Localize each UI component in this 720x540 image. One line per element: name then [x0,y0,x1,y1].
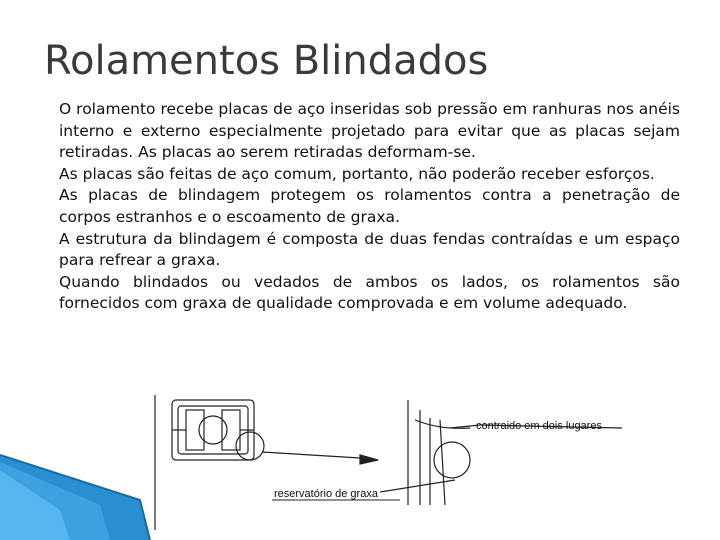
slide-title: Rolamentos Blindados [44,38,489,84]
slide-body [59,99,680,315]
bearing-cross-section [155,395,378,530]
paragraph-2: As placas são feitas de aço comum, portanto, não poderão receber esforços. [59,164,655,183]
diagram-svg [0,380,720,540]
corner-decoration [0,455,150,540]
paragraph-4: A estrutura da blindagem é composta de duas fendas contraídas e um espaço para refrear a graxa. [59,229,680,270]
paragraph-3: As placas de blindagem protegem os rolamentos contra a penetração de corpos estranhos e o escoamento de graxa. [59,186,680,226]
paragraph-5: Quando blindados ou vedados de ambos os lados, os rolamentos são fornecidos com graxa de qualidade comprovada e em volume adequado. [59,272,680,313]
label-grease-reservoir: reservatório de graxa [274,488,378,500]
detail-enlarged [380,400,622,505]
shielded-bearing-diagram [0,380,720,540]
label-contracted: contraido em dois lugares [476,420,602,432]
paragraph-1: O rolamento recebe placas de aço inseridas sob pressão em ranhuras nos anéis interno e externo especialmente projetado para evitar que as placas sejam retiradas. As placas ao serem retiradas deformam-se. [59,100,680,162]
